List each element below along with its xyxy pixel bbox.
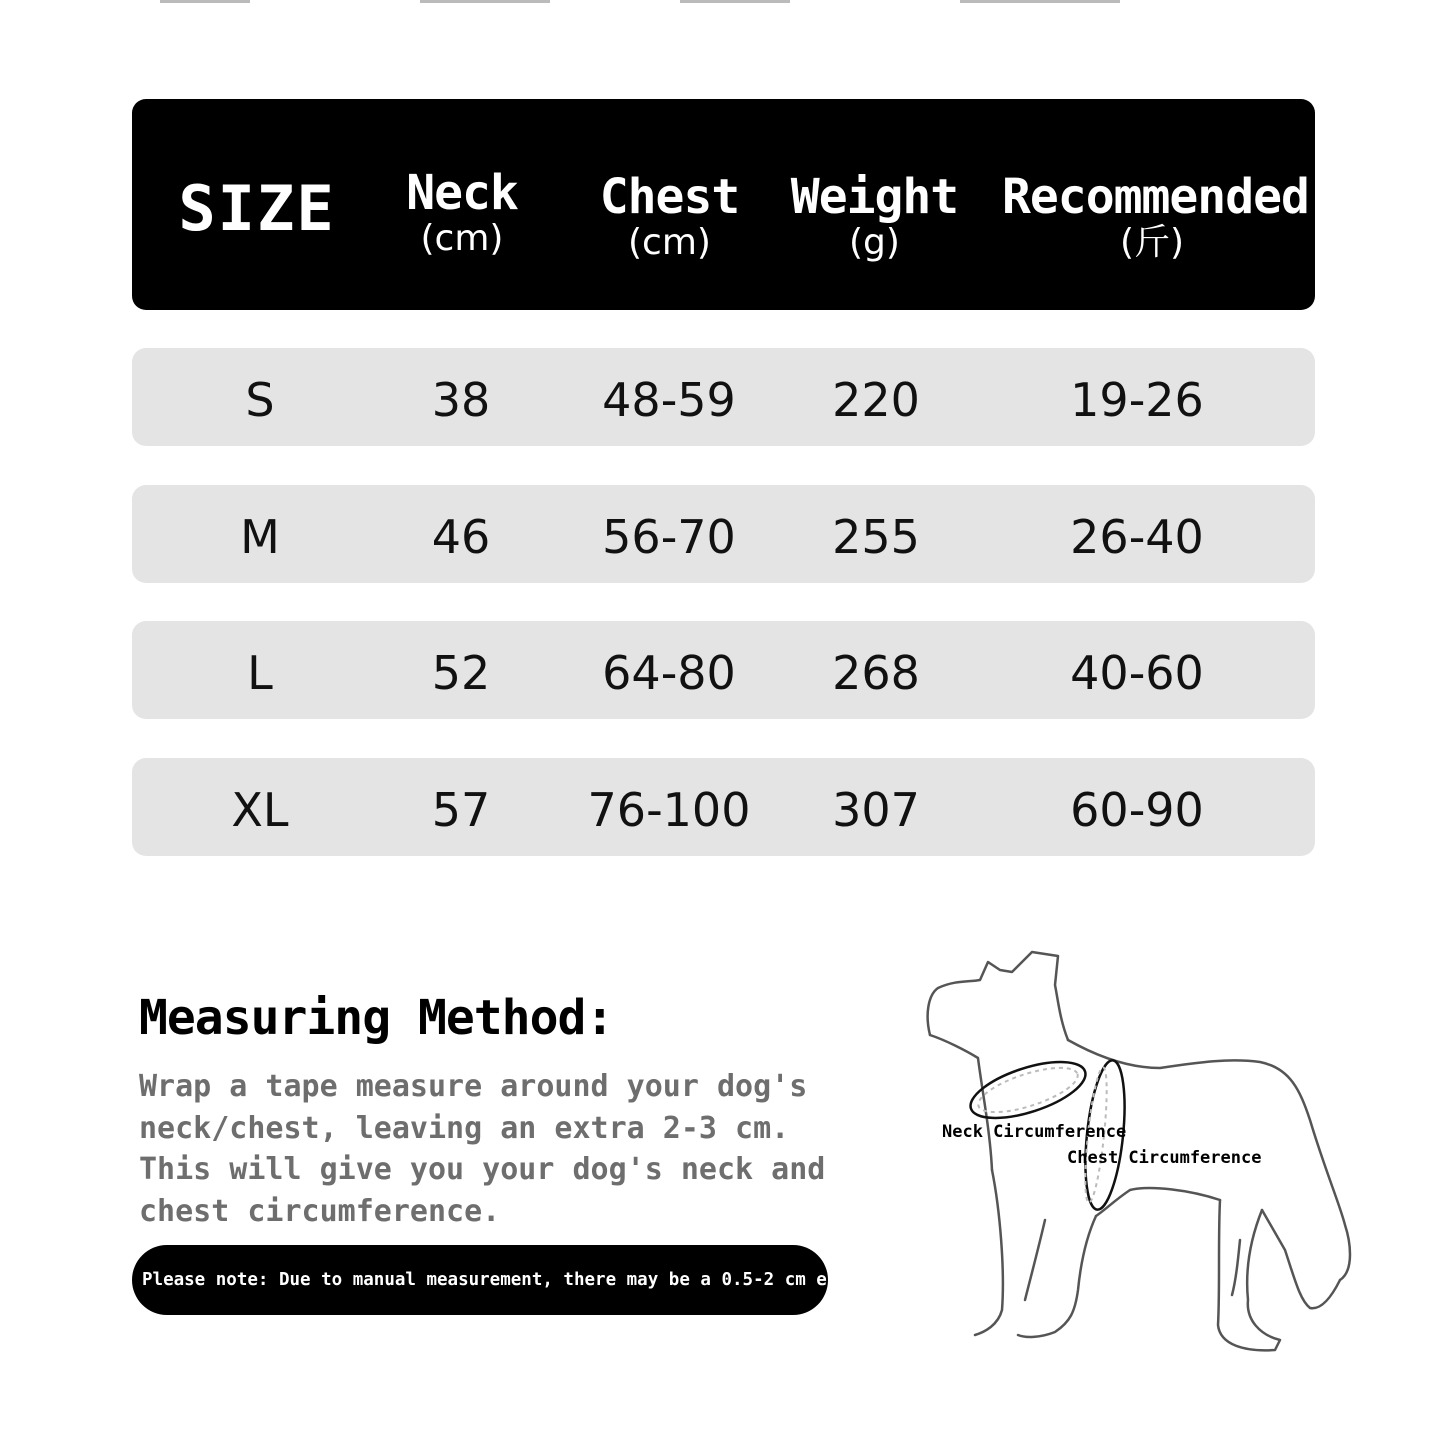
neck-cell: 57 <box>431 783 491 837</box>
header-chest <box>582 99 757 310</box>
size-cell: L <box>247 646 273 700</box>
recommended-cell: 19-26 <box>1070 373 1204 427</box>
weight-cell: 307 <box>832 783 920 837</box>
chest-circumference-label: Chest Circumference <box>1067 1148 1262 1168</box>
neck-cell: 46 <box>431 510 491 564</box>
chest-cell: 48-59 <box>602 373 736 427</box>
header-chest-label: Chest <box>599 169 740 225</box>
header-chest-unit: (cm) <box>628 222 711 263</box>
measuring-method-text: Wrap a tape measure around your dog's neck/chest, leaving an extra 2-3 cm. This will give you your dog's neck and chest circumference. <box>139 1069 826 1229</box>
neck-cell: 52 <box>431 646 491 700</box>
table-row-xl <box>132 758 1315 856</box>
measurement-note-banner: Please note: Due to manual measurement, there may be a 0.5-2 cm error. <box>132 1245 828 1315</box>
recommended-cell: 40-60 <box>1070 646 1204 700</box>
header-recommended <box>1002 99 1309 310</box>
size-cell: S <box>245 373 275 427</box>
neck-circumference-label: Neck Circumference <box>942 1122 1127 1142</box>
header-recommended-unit: (斤) <box>1119 222 1185 263</box>
header-recommended-label: Recommended <box>1002 169 1309 225</box>
header-size-label: SIZE <box>178 172 336 245</box>
table-row-m <box>132 485 1315 583</box>
size-table-header <box>132 99 1315 310</box>
weight-cell: 268 <box>832 646 920 700</box>
header-neck-unit: (cm) <box>420 218 504 259</box>
chest-cell: 64-80 <box>602 646 736 700</box>
size-cell: XL <box>231 783 289 837</box>
header-weight <box>782 99 967 310</box>
size-cell: M <box>240 510 280 564</box>
measuring-method-title: Measuring Method: <box>139 990 614 1046</box>
table-row-l <box>132 621 1315 719</box>
header-weight-unit: (g) <box>849 222 900 263</box>
weight-cell: 255 <box>832 510 920 564</box>
header-neck-label: Neck <box>406 165 518 221</box>
dog-outline-icon <box>900 940 1380 1360</box>
weight-cell: 220 <box>832 373 920 427</box>
recommended-cell: 60-90 <box>1070 783 1204 837</box>
recommended-cell: 26-40 <box>1070 510 1204 564</box>
chest-cell: 76-100 <box>587 783 751 837</box>
top-cropped-strip <box>160 0 1280 4</box>
header-neck <box>372 99 552 310</box>
chest-cell: 56-70 <box>602 510 736 564</box>
neck-cell: 38 <box>431 373 491 427</box>
table-row-s <box>132 348 1315 446</box>
header-size <box>162 99 352 310</box>
header-weight-label: Weight <box>790 169 959 225</box>
